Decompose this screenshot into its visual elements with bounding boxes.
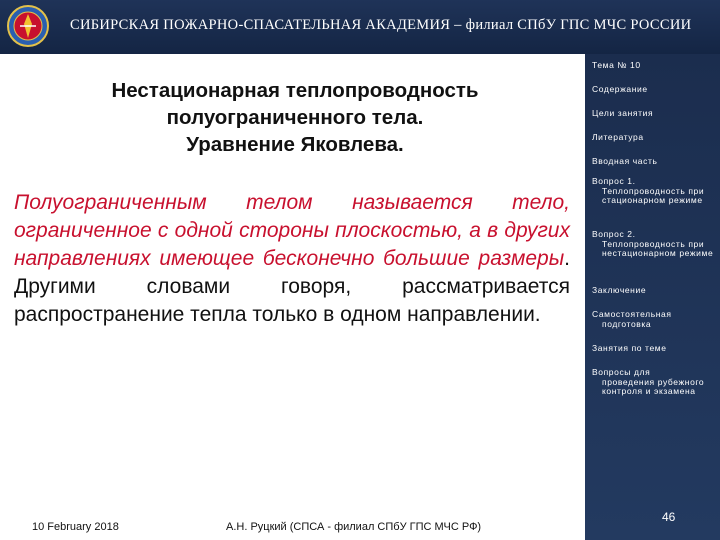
sidebar-item-topic[interactable] — [592, 61, 717, 71]
sidebar-item-literature[interactable] — [592, 133, 717, 143]
sidebar-item-label: Цели занятия — [592, 108, 654, 118]
sidebar-item-label: Вопросы для — [592, 367, 651, 377]
sidebar-item-goals[interactable] — [592, 109, 717, 119]
sidebar-item-label: Тема № 10 — [592, 60, 641, 70]
sidebar-item-question-2[interactable] — [592, 230, 717, 259]
footer-author: А.Н. Руцкий (СПСА - филиал СПбУ ГПС МЧС РФ) — [226, 521, 482, 533]
sidebar-item-label: Вводная часть — [592, 156, 658, 166]
sidebar-item-intro[interactable] — [592, 157, 717, 167]
explanation-paragraph: Другими словами говоря, рассматривается распространение тепла только в одном направлении. — [14, 275, 570, 326]
sidebar-item-question-1[interactable] — [592, 177, 717, 206]
sidebar-item-label: Заключение — [592, 285, 647, 295]
sidebar-nav — [585, 54, 720, 540]
sidebar-item-exam-questions[interactable] — [592, 368, 717, 397]
sidebar-item-sublabel: подготовка — [602, 318, 652, 329]
sidebar-item-contents[interactable] — [592, 85, 717, 95]
slide-title-line: Уравнение Яковлева. — [186, 133, 404, 156]
slide-title-line: Нестационарная теплопроводность — [111, 79, 479, 102]
sidebar-item-label: Самостоятельная — [592, 309, 672, 319]
sidebar-item-label: Содержание — [592, 84, 648, 94]
sidebar-item-label: Вопрос 2. — [592, 229, 636, 239]
header-title: СИБИРСКАЯ ПОЖАРНО-СПАСАТЕЛЬНАЯ АКАДЕМИЯ – филиал СПбУ ГПС МЧС РОССИИ — [70, 17, 692, 33]
definition-paragraph — [14, 189, 570, 273]
emblem-icon — [6, 4, 50, 48]
sidebar-item-sublabel: Теплопроводность при нестационарном режиме — [602, 238, 714, 258]
sidebar-item-label: Занятия по теме — [592, 343, 667, 353]
header-bar — [0, 0, 720, 54]
sidebar-item-self-study[interactable] — [592, 310, 717, 329]
definition-text: Полуограниченным телом называется тело, ограниченное с одной стороны плоскостью, а в других направлениях имеющее бесконечно большие размеры — [14, 191, 570, 270]
sidebar-item-label: Вопрос 1. — [592, 176, 636, 186]
sidebar-item-label: Литература — [592, 132, 644, 142]
sidebar-item-topic-classes[interactable] — [592, 344, 717, 354]
definition-period: . — [564, 247, 570, 270]
sidebar-item-conclusion[interactable] — [592, 286, 717, 296]
page-number: 46 — [662, 510, 676, 524]
slide-title-line: полуограниченного тела. — [166, 106, 424, 129]
slide-title — [60, 77, 530, 158]
sidebar-item-sublabel: Теплопроводность при стационарном режиме — [602, 185, 705, 205]
sidebar-item-sublabel: проведения рубежного контроля и экзамена — [602, 376, 705, 396]
slide-body — [14, 189, 570, 329]
footer-date: 10 February 2018 — [32, 521, 119, 533]
